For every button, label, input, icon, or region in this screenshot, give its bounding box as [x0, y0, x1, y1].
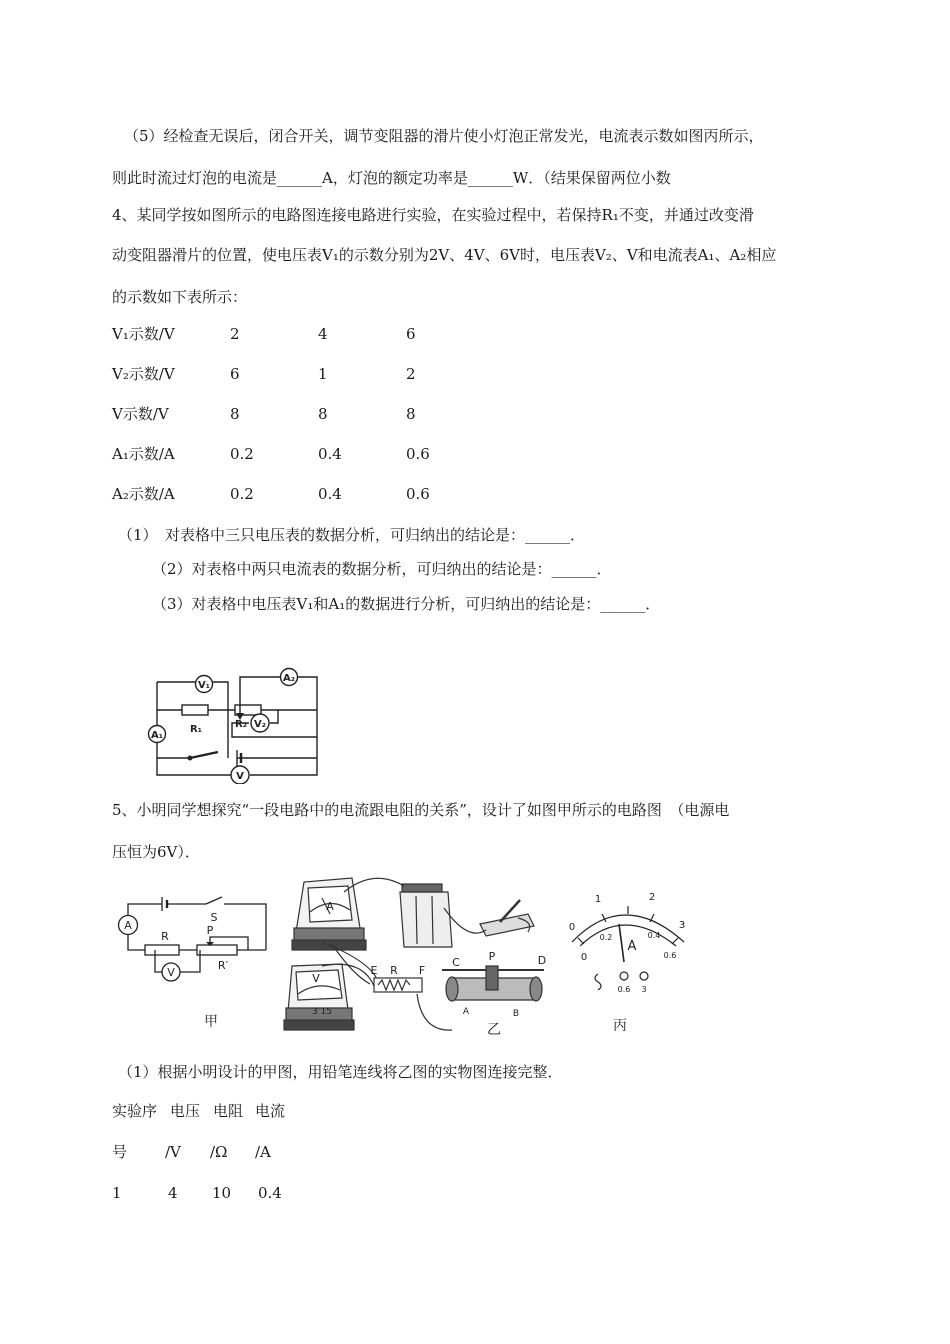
- row-label: A₁示数/A: [112, 445, 175, 463]
- q4-sub2: （2）对表格中两只电流表的数据分析，可归纳出的结论是：______．: [152, 560, 612, 578]
- slider-p-label: P: [206, 924, 214, 937]
- q5-sub1: （1）根据小明设计的甲图，用铅笔连线将乙图的实物图连接完整．: [118, 1063, 563, 1081]
- scale-top-1: 1: [594, 894, 602, 905]
- q4-line3: 的示数如下表所示：: [112, 288, 248, 306]
- terminal-d-label: D: [537, 954, 547, 967]
- terminal-3: 3: [641, 985, 647, 994]
- cell: 2: [406, 365, 416, 383]
- header-cell: /V: [165, 1143, 181, 1161]
- q3-part5-line1: （5）经检查无误后，闭合开关，调节变阻器的滑片使小灯泡正常发光，电流表示数如图丙所示，: [124, 127, 764, 145]
- v1-label: V₁: [197, 680, 211, 691]
- scale-bottom-0: 0: [580, 952, 588, 963]
- resistor-r-label: R: [161, 930, 169, 943]
- cell: 0.6: [406, 485, 430, 503]
- scale-top-3: 3: [678, 920, 686, 931]
- v2-label: V₂: [253, 719, 267, 730]
- fig-bing-caption: 丙: [613, 1018, 627, 1034]
- terminal-b-label: B: [512, 1009, 520, 1019]
- q4-circuit-diagram: [140, 662, 330, 784]
- voltmeter-terminal-labels: 3 15: [311, 1007, 333, 1017]
- cell: 4: [168, 1184, 178, 1202]
- q4-sub3: （3）对表格中电压表V₁和A₁的数据进行分析，可归纳出的结论是：______．: [152, 595, 661, 613]
- cell: 0.4: [258, 1184, 282, 1202]
- cell: 10: [212, 1184, 232, 1202]
- row-label: V示数/V: [112, 405, 169, 423]
- ammeter-a-label: A: [124, 919, 132, 932]
- terminal-a-label: A: [462, 1007, 470, 1017]
- row-label: A₂示数/A: [112, 485, 175, 503]
- terminal-06: 0.6: [617, 985, 631, 994]
- q3-part5-line2: 则此时流过灯泡的电流是______A，灯泡的额定功率是______W．（结果保留两位小数: [112, 169, 671, 187]
- header-cell: 电阻: [213, 1102, 244, 1120]
- terminal-e-label: E: [370, 964, 378, 977]
- q5-fig-bing-ammeter-dial: [558, 884, 694, 1038]
- a1-label: A₁: [150, 730, 164, 741]
- q4-line2: 动变阻器滑片的位置，使电压表V₁的示数分别为2V、4V、6V时，电压表V₂、V和电流表A₁、A₂相应: [112, 246, 777, 264]
- v-label: V: [236, 771, 244, 782]
- r2-label: R₂: [234, 719, 248, 730]
- q5-fig-jia-circuit: [110, 890, 275, 1035]
- dial-unit-a: A: [627, 939, 637, 954]
- ammeter-dial-label: A: [326, 900, 334, 913]
- cell: 8: [318, 405, 328, 423]
- fig-jia-caption: 甲: [204, 1014, 218, 1030]
- row-label: V₂示数/V: [112, 365, 175, 383]
- header-cell: 号: [112, 1143, 128, 1161]
- terminal-f-label: F: [418, 964, 426, 977]
- q5-line1: 5、小明同学想探究“一段电路中的电流跟电阻的关系”，设计了如图甲所示的电路图 （电源电: [112, 801, 730, 819]
- q5-fig-yi-apparatus: [282, 862, 552, 1042]
- cell: 0.6: [406, 445, 430, 463]
- row-label: V₁示数/V: [112, 325, 175, 343]
- header-cell: 电压: [170, 1102, 201, 1120]
- header-cell: /Ω: [210, 1143, 228, 1161]
- header-cell: 电流: [255, 1102, 286, 1120]
- scale-bottom-02: 0.2: [599, 933, 613, 942]
- scale-top-2: 2: [648, 892, 656, 903]
- cell: 4: [318, 325, 328, 343]
- voltmeter-v-label: V: [167, 966, 175, 979]
- cell: 2: [230, 325, 240, 343]
- rheostat-label: R′: [217, 959, 229, 972]
- q5-line2: 压恒为6V）．: [112, 843, 200, 861]
- slider-p-label: P: [488, 950, 496, 963]
- cell: 0.4: [318, 485, 342, 503]
- voltmeter-dial-label: V: [312, 972, 320, 985]
- q4-sub1: （1） 对表格中三只电压表的数据分析，可归纳出的结论是：______．: [118, 526, 586, 544]
- cell: 0.2: [230, 485, 254, 503]
- scale-bottom-04: 0.4: [647, 931, 661, 940]
- fig-yi-caption: 乙: [487, 1022, 501, 1038]
- switch-s-label: S: [210, 911, 218, 924]
- header-cell: /A: [255, 1143, 271, 1161]
- scale-top-0: 0: [568, 922, 576, 933]
- r1-label: R₁: [189, 724, 203, 735]
- cell: 8: [230, 405, 240, 423]
- cell: 0.2: [230, 445, 254, 463]
- cell: 8: [406, 405, 416, 423]
- cell: 1: [318, 365, 328, 383]
- q4-line1: 4、某同学按如图所示的电路图连接电路进行实验，在实验过程中，若保持R₁不变，并通过改变滑: [112, 206, 754, 224]
- cell: 1: [112, 1184, 122, 1202]
- cell: 6: [406, 325, 416, 343]
- scale-bottom-06: 0.6: [663, 951, 677, 960]
- header-cell: 实验序: [112, 1102, 158, 1120]
- a2-label: A₂: [282, 673, 296, 684]
- cell: 0.4: [318, 445, 342, 463]
- terminal-c-label: C: [452, 956, 460, 969]
- resistor-r-label: R: [390, 964, 398, 977]
- cell: 6: [230, 365, 240, 383]
